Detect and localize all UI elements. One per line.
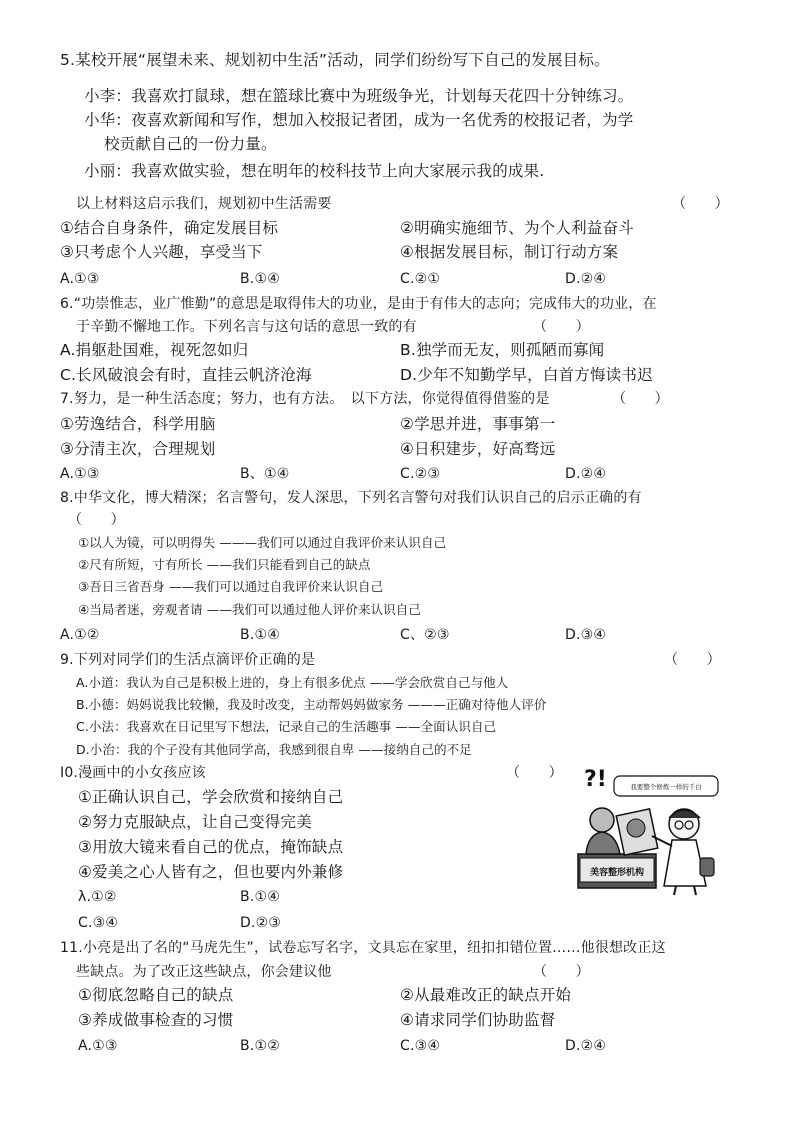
q7-statement-3: ③分清主次，合理规划 [60, 440, 216, 458]
q6-option-b: B.独学而无友，则孤陋而寡闻 [400, 341, 605, 359]
q5-material-li-li: 小丽：我喜欢做实验，想在明年的校科技节上向大家展示我的成果. [84, 162, 545, 180]
q6-answer-paren: （ ） [533, 319, 590, 335]
q9-option-d: D.小治：我的个子没有其他同学高，我感到很自卑 ——接纳自己的不足 [76, 742, 472, 757]
girl-leg-left [674, 886, 676, 895]
q7-statement-1: ①劳逸结合，科学用脑 [60, 415, 216, 433]
q11-option-a: A.①③ [78, 1038, 118, 1054]
q7-option-d: D.②④ [565, 466, 607, 482]
q5-option-b: B.①④ [240, 271, 280, 287]
q5-statement-3: ③只考虑个人兴趣，享受当下 [60, 243, 263, 261]
q10-option-a: λ.①② [78, 889, 117, 905]
q8-answer-paren: （ ） [68, 512, 125, 528]
q10-option-c: C.③④ [78, 915, 119, 931]
q9-answer-paren: （ ） [664, 652, 721, 668]
speech-bubble-text: 我要整个修炼一样的千白 [630, 783, 702, 791]
q6-stem-2: 于辛勤不懈地工作。下列名言与这句话的意思一致的有 [76, 319, 417, 335]
q6-stem-1: 6.“功崇惟志，业广惟勤”的意思是取得伟大的功业，是由于有伟大的志向；完成伟大的功业，在 [60, 296, 657, 312]
cartoon-question-marks: ?! [584, 767, 607, 792]
q10-stem: I0.漫画中的小女孩应该 [60, 765, 206, 781]
q8-option-d: D.③④ [565, 627, 607, 643]
q5-answer-paren: （ ） [672, 196, 729, 212]
q7-statement-4: ④日积建步，好高骛远 [400, 440, 556, 458]
receptionist-head [590, 808, 614, 832]
q10-statement-4: ④爱美之心人皆有之，但也要内外兼修 [78, 863, 344, 881]
q5-material-hua-1: 小华：夜喜欢新闻和写作，想加入校报记者团，成为一名优秀的校报记者，为学 [84, 111, 634, 129]
q9-option-c: C.小法：我喜欢在日记里写下想法，记录自己的生活趣事 ——全面认识自己 [76, 719, 497, 734]
q11-stem-1: 11.小亮是出了名的“马虎先生”，试卷忘写名字，文具忘在家里，纽扣扣错位置……他很想改正这 [60, 940, 666, 956]
q8-statement-4: ④当局者迷，旁观者请 ——我们可以通过他人评价来认识自己 [78, 602, 421, 617]
q11-statement-2: ②从最难改正的缺点开始 [400, 986, 572, 1004]
q6-option-c: C.长风破浪会有时，直挂云帆济沧海 [60, 366, 312, 384]
q6-option-a: A.捐躯赴国难，视死忽如归 [60, 341, 249, 359]
q9-stem: 9.下列对同学们的生活点滴评价正确的是 [60, 652, 316, 668]
q7-option-c: C.②③ [400, 466, 441, 482]
q7-stem: 7.努力，是一种生活态度；努力，也有方法。 以下方法，你觉得值得借鉴的是 [60, 391, 550, 407]
photo-face [627, 819, 645, 837]
girl-hair [669, 810, 700, 818]
q8-option-a: A.①② [60, 627, 100, 643]
q10-option-d: D.②③ [240, 915, 282, 931]
q7-statement-2: ②学思并进，事事第一 [400, 415, 556, 433]
q11-option-d: D.②④ [565, 1038, 607, 1054]
q9-option-a: A.小道：我认为自己是积极上进的，身上有很多优点 ——学会欣赏自己与他人 [76, 675, 509, 690]
q11-statement-3: ③养成做事检查的习惯 [78, 1011, 234, 1029]
q10-option-b: B.①④ [240, 889, 280, 905]
q11-stem-2: 些缺点。为了改正这些缺点，你会建议他 [76, 964, 332, 980]
cartoon-illustration [576, 762, 721, 897]
q5-material-li: 小李：我喜欢打鼠球，想在篮球比赛中为班级争光，计划每天花四十分钟练习。 [84, 87, 634, 105]
q7-option-a: A.①③ [60, 466, 100, 482]
q7-option-b: B、①④ [240, 466, 290, 482]
q11-statement-4: ④请求同学们协助监督 [400, 1011, 556, 1029]
q8-statement-2: ②尺有所短，寸有所长 ——我们只能看到自己的缺点 [78, 557, 371, 572]
q11-option-c: C.③④ [400, 1038, 441, 1054]
q6-option-d: D.少年不知勤学早，白首方悔读书迟 [400, 366, 653, 384]
q8-stem: 8.中华文化，博大精深；名言警句，发人深思，下列名言警句对我们认识自己的启示正确的有 [60, 490, 642, 506]
q5-question: 以上材料这启示我们，规划初中生活需要 [76, 196, 332, 212]
q9-option-b: B.小德：妈妈说我比较懒，我及时改变，主动帮妈妈做家务 ———正确对待他人评价 [76, 697, 547, 712]
girl-leg-right [694, 886, 696, 895]
q5-option-c: C.②① [400, 271, 441, 287]
q5-stem: 5.某校开展“展望未来、规划初中生活”活动，同学们纷纷写下自己的发展目标。 [60, 51, 610, 69]
cartoon-sign-text: 美容整形机构 [589, 868, 645, 878]
q10-answer-paren: （ ） [506, 765, 563, 781]
q11-option-b: B.①② [240, 1038, 280, 1054]
girl-bag [700, 858, 714, 876]
q10-statement-3: ③用放大镜来看自己的优点，掩饰缺点 [78, 838, 344, 856]
q11-answer-paren: （ ） [533, 964, 590, 980]
q11-statement-1: ①彻底忽略自己的缺点 [78, 986, 234, 1004]
q10-statement-1: ①正确认识自己，学会欣赏和接纳自己 [78, 788, 344, 806]
q5-material-hua-2: 校贡献自己的一份力量。 [104, 135, 277, 153]
q8-option-c: C、②③ [400, 627, 450, 643]
q5-statement-1: ①结合自身条件，确定发展目标 [60, 219, 279, 237]
q5-option-d: D.②④ [565, 271, 607, 287]
q5-statement-4: ④根据发展目标，制订行动方案 [400, 243, 619, 261]
q8-option-b: B.①④ [240, 627, 280, 643]
q10-statement-2: ②努力克服缺点，让自己变得完美 [78, 813, 312, 831]
q8-statement-1: ①以人为镜，可以明得失 ———我们可以通过自我评价来认识自己 [78, 535, 447, 550]
q7-answer-paren: （ ） [612, 391, 669, 407]
q5-statement-2: ②明确实施细节、为个人利益奋斗 [400, 219, 634, 237]
q8-statement-3: ③吾日三省吾身 ——我们可以通过自我评价来认识自己 [78, 579, 384, 594]
receptionist-body [586, 832, 620, 854]
q5-option-a: A.①③ [60, 271, 100, 287]
